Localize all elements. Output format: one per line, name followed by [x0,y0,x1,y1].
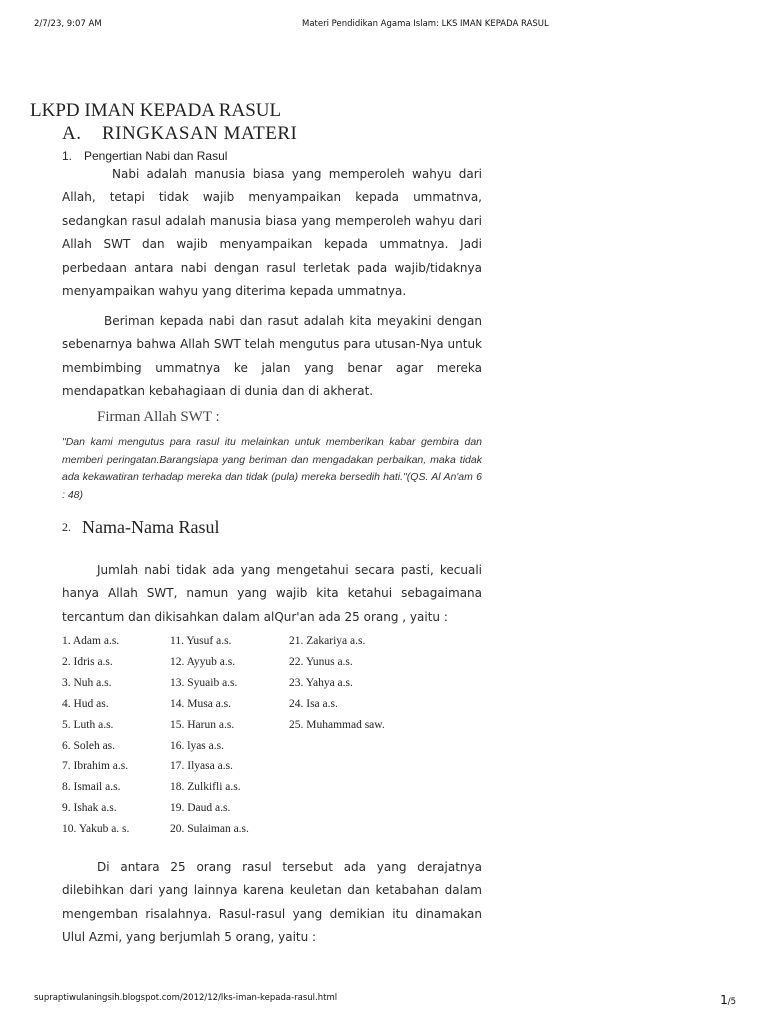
subsection-1-heading [62,149,227,163]
print-footer-url: supraptiwulaningsih.blogspot.com/2012/12/lks-iman-kepada-rasul.html [34,993,338,1003]
list-item: 18. Zulkifli a.s. [170,781,241,794]
list-item: 6. Soleh as. [62,739,116,752]
list-item: 1. Adam a.s. [62,635,120,647]
list-item: 9. Ishak a.s. [62,802,117,815]
rasul-list-column-3 [289,631,385,736]
section-a-letter: A. [62,123,82,144]
list-item: 5. Luth a.s. [62,718,114,731]
paragraph-jumlah-nabi: Jumlah nabi tidak ada yang mengetahui secara pasti, kecuali hanya Allah SWT, namun yang wajib kita ketahui sebagaimana tercantum dan dikisahkan dalam alQur'an ada 25 orang , yaitu : [62,563,482,624]
document-title: LKPD IMAN KEPADA RASUL [30,100,282,121]
section-a-heading [62,123,297,145]
list-item: 22. Yunus a.s. [289,655,353,668]
list-item: 23. Yahya a.s. [289,676,353,689]
paragraph-beriman: Beriman kepada nabi dan rasut adalah kita meyakini dengan sebenarnya bahwa Allah SWT telah mengutus para utusan-Nya untuk membimbing ummatnya ke jalan yang benar agar mereka mendapatkan kebahagiaan di dunia dan di akherat. [62,314,482,399]
list-item: 13. Syuaib a.s. [170,676,238,689]
list-item: 8. Ismail a.s. [62,781,121,794]
section-2-heading [62,517,219,538]
list-item: 11. Yusuf a.s. [170,635,232,647]
list-item: 16. lyas a.s. [170,739,224,752]
print-datetime: 2/7/23, 9:07 AM [34,19,102,29]
list-item: 21. Zakariya a.s. [289,635,366,647]
list-item: 10. Yakub a. s. [62,823,130,836]
page-number [720,993,736,1007]
list-item: 7. Ibrahim a.s. [62,760,129,773]
section-a-title: RINGKASAN MATERI [102,123,298,144]
firman-label: Firman Allah SWT : [97,409,220,425]
list-item: 19. Daud a.s. [170,802,231,815]
rasul-list-column-1 [62,631,129,840]
list-item: 2. Idris a.s. [62,655,113,668]
print-header [34,19,734,33]
list-item: 12. Ayyub a.s. [170,655,236,668]
quran-quote: "Dan kami mengutus para rasul itu melainkan untuk memberikan kabar gembira dan memberi peringatan.Barangsiapa yang beriman dan mengadakan perbaikan, maka tidak ada kekawatiran terhadap mereka dan tidak (pula) mereka bersedih hati."(QS. Al An'am 6 : 48) [62,436,482,501]
subsection-1-title: Pengertian Nabi dan Rasul [84,149,228,163]
list-item: 17. Ilyasa a.s. [170,760,233,773]
current-page: 1 [720,993,728,1007]
list-item: 24. Isa a.s. [289,697,338,710]
section-2-number: 2. [62,520,71,534]
subsection-1-number: 1. [62,149,73,163]
list-item: 20. Sulaiman a.s. [170,823,249,836]
list-item: 14. Musa a.s. [170,697,232,710]
list-item: 4. Hud as. [62,697,109,710]
print-page-title: Materi Pendidikan Agama Islam: LKS IMAN KEPADA RASUL [302,19,549,29]
paragraph-ulul-azmi: Di antara 25 orang rasul tersebut ada yang derajatnya dilebihkan dari yang lainnya karena keuletan dan ketabahan dalam mengemban risalahnya. Rasul-rasul yang demikian itu dinamakan Ulul Azmi, yang berjumlah 5 orang, yaitu : [62,860,482,945]
total-pages: /5 [727,997,736,1007]
rasul-list-column-2 [170,631,249,840]
list-item: 15. Harun a.s. [170,718,235,731]
paragraph-definition: Nabi adalah manusia biasa yang memperoleh wahyu dari Allah, tetapi tidak wajib menyampaikan kepada ummatnva, sedangkan rasul adalah manusia biasa yang memperoleh wahyu dari Allah SWT dan wajib menyampaikan kepada ummatnya. Jadi perbedaan antara nabi dengan rasul terletak pada wajib/tidaknya menyampaikan wahyu yang diterima kepada ummatnya. [62,167,482,299]
list-item: 25. Muhammad saw. [289,718,385,731]
section-2-title: Nama-Nama Rasul [82,517,220,537]
list-item: 3. Nuh a.s. [62,676,112,689]
